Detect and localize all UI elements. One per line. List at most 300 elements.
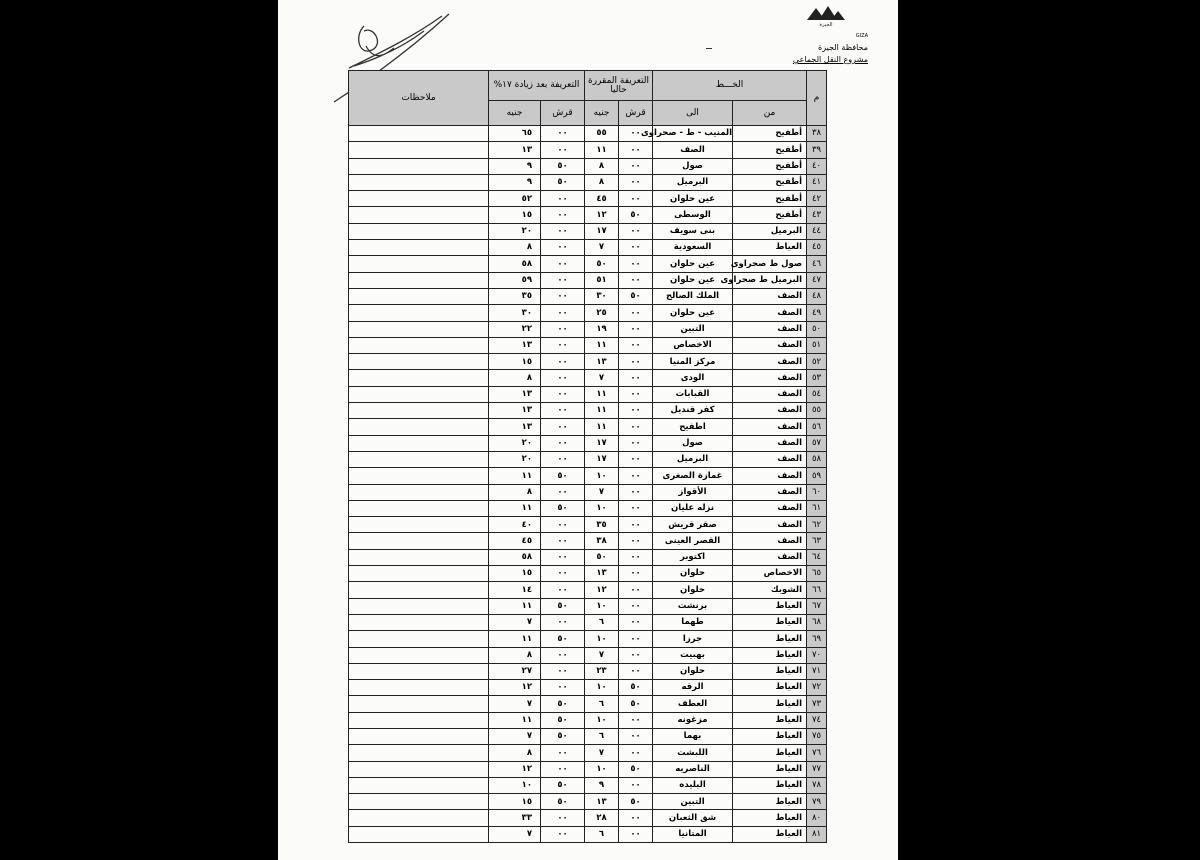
new-piaster-cell: ٠٠ — [541, 435, 585, 451]
from-cell: الصف — [733, 533, 807, 549]
current-piaster-cell: ٠٠ — [619, 728, 653, 744]
table-row — [349, 761, 827, 777]
from-cell: العياط — [733, 745, 807, 761]
row-number: ٧٥ — [807, 728, 827, 744]
governorate-logo — [805, 4, 847, 28]
new-piaster-cell: ٠٠ — [541, 142, 585, 158]
current-piaster-cell: ٠٠ — [619, 451, 653, 467]
to-cell: الصف — [653, 142, 733, 158]
from-cell: أطفيح — [733, 207, 807, 223]
notes-cell — [349, 533, 489, 549]
table-row — [349, 451, 827, 467]
svg-text:الجيزة: الجيزة — [819, 22, 833, 28]
current-pound-cell: ٧ — [585, 647, 619, 663]
from-cell: الصف — [733, 517, 807, 533]
new-pound-cell: ٣٣ — [489, 810, 541, 826]
notes-cell — [349, 142, 489, 158]
new-pound-cell: ٥٩ — [489, 272, 541, 288]
to-cell: التبين — [653, 321, 733, 337]
row-number: ٦٩ — [807, 631, 827, 647]
current-piaster-cell: ٠٠ — [619, 614, 653, 630]
new-pound-cell: ٨ — [489, 370, 541, 386]
notes-cell — [349, 745, 489, 761]
to-cell: المنيب - ط - صحراوى — [653, 126, 733, 142]
table-row — [349, 174, 827, 190]
current-pound-cell: ٣٥ — [585, 517, 619, 533]
current-pound-cell: ١٣ — [585, 354, 619, 370]
notes-cell — [349, 451, 489, 467]
to-cell: الأقواز — [653, 484, 733, 500]
row-number: ٨١ — [807, 826, 827, 842]
row-number: ٥٩ — [807, 468, 827, 484]
notes-cell — [349, 403, 489, 419]
new-piaster-cell: ٠٠ — [541, 272, 585, 288]
table-row — [349, 370, 827, 386]
to-cell: عين حلوان — [653, 272, 733, 288]
current-piaster-cell: ٠٠ — [619, 745, 653, 761]
to-cell: برنشت — [653, 598, 733, 614]
row-number: ٦٧ — [807, 598, 827, 614]
current-pound-cell: ١٣ — [585, 794, 619, 810]
current-piaster-cell: ٠٠ — [619, 631, 653, 647]
table-row — [349, 794, 827, 810]
notes-cell — [349, 517, 489, 533]
new-pound-cell: ٢٠ — [489, 223, 541, 239]
notes-cell — [349, 777, 489, 793]
new-piaster-cell: ٥٠ — [541, 794, 585, 810]
table-row — [349, 598, 827, 614]
to-cell: كفر قنديل — [653, 403, 733, 419]
row-number: ٤١ — [807, 174, 827, 190]
notes-cell — [349, 484, 489, 500]
current-piaster-cell: ٠٠ — [619, 468, 653, 484]
notes-cell — [349, 663, 489, 679]
current-piaster-cell: ٠٠ — [619, 826, 653, 842]
to-cell: نزله عليان — [653, 500, 733, 516]
row-number: ٧٧ — [807, 761, 827, 777]
notes-cell — [349, 191, 489, 207]
to-cell: مزغونه — [653, 712, 733, 728]
from-cell: الصف — [733, 321, 807, 337]
row-number: ٧٨ — [807, 777, 827, 793]
from-cell: أطفيح — [733, 158, 807, 174]
new-pound-cell: ٥٨ — [489, 549, 541, 565]
row-number: ٦١ — [807, 500, 827, 516]
to-cell: بهما — [653, 728, 733, 744]
current-piaster-cell: ٠٠ — [619, 256, 653, 272]
to-cell: بهبيت — [653, 647, 733, 663]
row-number: ٤٠ — [807, 158, 827, 174]
table-row — [349, 337, 827, 353]
new-piaster-cell: ٠٠ — [541, 207, 585, 223]
current-pound-cell: ٣٠ — [585, 288, 619, 304]
to-cell: الملك الصالح — [653, 288, 733, 304]
new-piaster-cell: ٠٠ — [541, 321, 585, 337]
row-number: ٥٦ — [807, 419, 827, 435]
table-row — [349, 288, 827, 304]
new-piaster-cell: ٠٠ — [541, 240, 585, 256]
notes-cell — [349, 500, 489, 516]
from-cell: العياط — [733, 728, 807, 744]
new-pound-cell: ٧ — [489, 826, 541, 842]
table-row — [349, 647, 827, 663]
to-cell: غمازة الصغرى — [653, 468, 733, 484]
new-piaster-cell: ٠٠ — [541, 582, 585, 598]
current-pound-cell: ١١ — [585, 403, 619, 419]
to-cell: اكتوبر — [653, 549, 733, 565]
notes-cell — [349, 680, 489, 696]
table-row — [349, 631, 827, 647]
table-row — [349, 533, 827, 549]
table-row — [349, 142, 827, 158]
table-row — [349, 240, 827, 256]
notes-cell — [349, 728, 489, 744]
from-cell: العياط — [733, 826, 807, 842]
notes-cell — [349, 223, 489, 239]
to-cell: السعودية — [653, 240, 733, 256]
current-piaster-cell: ٠٠ — [619, 582, 653, 598]
table-row — [349, 321, 827, 337]
table-row — [349, 354, 827, 370]
table-row — [349, 468, 827, 484]
current-pound-cell: ٣٨ — [585, 533, 619, 549]
current-pound-cell: ٤٥ — [585, 191, 619, 207]
row-number: ٦٤ — [807, 549, 827, 565]
table-row — [349, 696, 827, 712]
current-pound-cell: ٧ — [585, 240, 619, 256]
new-piaster-cell: ٠٠ — [541, 484, 585, 500]
to-cell: حلوان — [653, 566, 733, 582]
table-row — [349, 484, 827, 500]
to-cell: البليده — [653, 777, 733, 793]
row-number: ٦٣ — [807, 533, 827, 549]
from-cell: الصف — [733, 354, 807, 370]
new-pound-cell: ١٠ — [489, 777, 541, 793]
current-piaster-cell: ٠٠ — [619, 647, 653, 663]
notes-cell — [349, 386, 489, 402]
new-piaster-cell: ٠٠ — [541, 403, 585, 419]
table-row — [349, 419, 827, 435]
notes-cell — [349, 566, 489, 582]
project-name: مشروع النقل الجماعي — [792, 55, 868, 64]
notes-cell — [349, 272, 489, 288]
from-cell: العياط — [733, 598, 807, 614]
notes-cell — [349, 712, 489, 728]
table-row — [349, 549, 827, 565]
current-pound-cell: ١٩ — [585, 321, 619, 337]
current-pound-cell: ١٠ — [585, 468, 619, 484]
to-cell: الناصريه — [653, 761, 733, 777]
new-piaster-cell: ٠٠ — [541, 223, 585, 239]
current-piaster-cell: ٠٠ — [619, 272, 653, 288]
current-piaster-cell: ٠٠ — [619, 223, 653, 239]
new-pound-cell: ١١ — [489, 468, 541, 484]
row-number: ٧٠ — [807, 647, 827, 663]
new-pound-cell: ٧ — [489, 728, 541, 744]
current-pound-cell: ٧ — [585, 370, 619, 386]
notes-cell — [349, 598, 489, 614]
to-cell: جرزا — [653, 631, 733, 647]
table-row — [349, 158, 827, 174]
row-number: ٨٠ — [807, 810, 827, 826]
from-cell: الصف — [733, 435, 807, 451]
row-number: ٤٧ — [807, 272, 827, 288]
notes-cell — [349, 614, 489, 630]
new-piaster-cell: ٠٠ — [541, 370, 585, 386]
to-cell: عين حلوان — [653, 256, 733, 272]
notes-cell — [349, 582, 489, 598]
from-cell: الاخصاص — [733, 566, 807, 582]
current-piaster-cell: ٠٠ — [619, 712, 653, 728]
current-piaster-cell: ٠٠ — [619, 598, 653, 614]
from-cell: العياط — [733, 614, 807, 630]
row-number: ٧٤ — [807, 712, 827, 728]
new-pound-cell: ١٣ — [489, 386, 541, 402]
to-cell: حلوان — [653, 582, 733, 598]
new-piaster-cell: ٠٠ — [541, 288, 585, 304]
current-pound-cell: ٥١ — [585, 272, 619, 288]
row-number: ٥٨ — [807, 451, 827, 467]
table-row — [349, 582, 827, 598]
new-piaster-cell: ٥٠ — [541, 696, 585, 712]
row-number: ٧٦ — [807, 745, 827, 761]
from-cell: الصف — [733, 337, 807, 353]
from-cell: البرميل ط صحراوى — [733, 272, 807, 288]
new-piaster-cell: ٥٠ — [541, 598, 585, 614]
current-piaster-cell: ٠٠ — [619, 517, 653, 533]
new-pound-cell: ٢٢ — [489, 321, 541, 337]
current-pound-cell: ١٧ — [585, 223, 619, 239]
new-piaster-cell: ٥٠ — [541, 500, 585, 516]
header-to: الى — [653, 101, 733, 126]
table-row — [349, 500, 827, 516]
current-piaster-cell: ٠٠ — [619, 305, 653, 321]
new-piaster-cell: ٠٠ — [541, 810, 585, 826]
table-row — [349, 223, 827, 239]
to-cell: بنى سويف — [653, 223, 733, 239]
current-pound-cell: ٦ — [585, 826, 619, 842]
new-piaster-cell: ٠٠ — [541, 533, 585, 549]
row-number: ٦٠ — [807, 484, 827, 500]
new-pound-cell: ١١ — [489, 712, 541, 728]
new-piaster-cell: ٠٠ — [541, 761, 585, 777]
fare-table — [348, 70, 827, 843]
row-number: ٦٨ — [807, 614, 827, 630]
new-pound-cell: ٨ — [489, 240, 541, 256]
to-cell: اطفيح — [653, 419, 733, 435]
table-row — [349, 810, 827, 826]
current-pound-cell: ١٠ — [585, 631, 619, 647]
new-piaster-cell: ٠٠ — [541, 337, 585, 353]
from-cell: الصف — [733, 403, 807, 419]
row-number: ٤٨ — [807, 288, 827, 304]
new-piaster-cell: ٥٠ — [541, 631, 585, 647]
from-cell: العياط — [733, 810, 807, 826]
current-pound-cell: ٦ — [585, 696, 619, 712]
current-pound-cell: ١٢ — [585, 582, 619, 598]
from-cell: الصف — [733, 468, 807, 484]
new-pound-cell: ٧ — [489, 614, 541, 630]
table-row — [349, 663, 827, 679]
notes-cell — [349, 207, 489, 223]
current-piaster-cell: ٥٠ — [619, 696, 653, 712]
current-piaster-cell: ٠٠ — [619, 142, 653, 158]
header-new-piaster: قرش — [541, 101, 585, 126]
current-pound-cell: ١١ — [585, 386, 619, 402]
current-pound-cell: ٨ — [585, 174, 619, 190]
current-piaster-cell: ٠٠ — [619, 777, 653, 793]
new-piaster-cell: ٠٠ — [541, 826, 585, 842]
current-pound-cell: ١٠ — [585, 761, 619, 777]
table-row — [349, 256, 827, 272]
current-piaster-cell: ٠٠ — [619, 126, 653, 142]
to-cell: طهما — [653, 614, 733, 630]
header-new-fare: التعريفة بعد زيادة ١٧% — [489, 71, 585, 101]
from-cell: العياط — [733, 680, 807, 696]
current-piaster-cell: ٠٠ — [619, 549, 653, 565]
from-cell: الصف — [733, 288, 807, 304]
from-cell: العياط — [733, 631, 807, 647]
from-cell: العياط — [733, 777, 807, 793]
new-piaster-cell: ٠٠ — [541, 256, 585, 272]
row-number: ٥١ — [807, 337, 827, 353]
new-piaster-cell: ٠٠ — [541, 745, 585, 761]
current-pound-cell: ٦ — [585, 728, 619, 744]
new-piaster-cell: ٠٠ — [541, 549, 585, 565]
to-cell: الاخصاص — [653, 337, 733, 353]
notes-cell — [349, 126, 489, 142]
current-piaster-cell: ٠٠ — [619, 370, 653, 386]
current-piaster-cell: ٠٠ — [619, 663, 653, 679]
header-notes: ملاحظات — [349, 71, 489, 126]
row-number: ٧٣ — [807, 696, 827, 712]
to-cell: شق الثعبان — [653, 810, 733, 826]
notes-cell — [349, 337, 489, 353]
from-cell: العياط — [733, 663, 807, 679]
notes-cell — [349, 468, 489, 484]
notes-cell — [349, 174, 489, 190]
row-number: ٦٦ — [807, 582, 827, 598]
logo-subtitle: GIZA — [855, 33, 868, 39]
new-pound-cell: ١٥ — [489, 207, 541, 223]
table-row — [349, 126, 827, 142]
from-cell: الصف — [733, 419, 807, 435]
row-number: ٤٩ — [807, 305, 827, 321]
current-piaster-cell: ٠٠ — [619, 321, 653, 337]
document-page — [278, 0, 898, 860]
from-cell: الصف — [733, 386, 807, 402]
table-row — [349, 403, 827, 419]
new-piaster-cell: ٥٠ — [541, 777, 585, 793]
notes-cell — [349, 288, 489, 304]
new-piaster-cell: ٠٠ — [541, 517, 585, 533]
notes-cell — [349, 826, 489, 842]
notes-cell — [349, 419, 489, 435]
current-pound-cell: ٢٣ — [585, 663, 619, 679]
current-pound-cell: ١٢ — [585, 207, 619, 223]
new-pound-cell: ٣٥ — [489, 288, 541, 304]
header-new-pound: جنيه — [489, 101, 541, 126]
notes-cell — [349, 810, 489, 826]
current-piaster-cell: ٠٠ — [619, 484, 653, 500]
from-cell: العياط — [733, 240, 807, 256]
header-m: م — [807, 71, 827, 126]
to-cell: صول — [653, 435, 733, 451]
table-row — [349, 728, 827, 744]
org-header — [793, 30, 868, 66]
current-piaster-cell: ٥٠ — [619, 761, 653, 777]
current-piaster-cell: ٠٠ — [619, 337, 653, 353]
current-pound-cell: ٧ — [585, 745, 619, 761]
table-row — [349, 386, 827, 402]
new-pound-cell: ٢٧ — [489, 663, 541, 679]
from-cell: العياط — [733, 696, 807, 712]
new-piaster-cell: ٠٠ — [541, 647, 585, 663]
current-piaster-cell: ٥٠ — [619, 288, 653, 304]
table-row — [349, 745, 827, 761]
notes-cell — [349, 696, 489, 712]
new-piaster-cell: ٥٠ — [541, 468, 585, 484]
new-pound-cell: ٤٠ — [489, 517, 541, 533]
row-number: ٧١ — [807, 663, 827, 679]
header-current-fare: التعريفة المقررة حاليا — [585, 71, 653, 101]
notes-cell — [349, 158, 489, 174]
notes-cell — [349, 761, 489, 777]
row-number: ٥٧ — [807, 435, 827, 451]
governorate-name: محافظة الجيزة — [818, 43, 868, 52]
current-piaster-cell: ٠٠ — [619, 566, 653, 582]
table-row — [349, 566, 827, 582]
current-piaster-cell: ٠٠ — [619, 174, 653, 190]
notes-cell — [349, 354, 489, 370]
from-cell: أطفيح — [733, 126, 807, 142]
to-cell: عين حلوان — [653, 191, 733, 207]
new-piaster-cell: ٠٠ — [541, 566, 585, 582]
from-cell: الصف — [733, 484, 807, 500]
table-row — [349, 777, 827, 793]
new-pound-cell: ١٥ — [489, 566, 541, 582]
table-row — [349, 191, 827, 207]
row-number: ٥٠ — [807, 321, 827, 337]
to-cell: القصر العينى — [653, 533, 733, 549]
from-cell: العياط — [733, 712, 807, 728]
from-cell: الشوبك — [733, 582, 807, 598]
fare-table-body — [349, 126, 827, 843]
table-row — [349, 826, 827, 842]
current-pound-cell: ٥٠ — [585, 549, 619, 565]
from-cell: أطفيح — [733, 142, 807, 158]
new-piaster-cell: ٠٠ — [541, 126, 585, 142]
to-cell: صول — [653, 158, 733, 174]
to-cell: مركز المنيا — [653, 354, 733, 370]
from-cell: العياط — [733, 794, 807, 810]
current-piaster-cell: ٠٠ — [619, 240, 653, 256]
new-piaster-cell: ٠٠ — [541, 305, 585, 321]
new-piaster-cell: ٥٠ — [541, 158, 585, 174]
to-cell: البرميل — [653, 174, 733, 190]
notes-cell — [349, 549, 489, 565]
current-pound-cell: ١٠ — [585, 712, 619, 728]
row-number: ٤٦ — [807, 256, 827, 272]
to-cell: المتانيا — [653, 826, 733, 842]
new-pound-cell: ١١ — [489, 631, 541, 647]
new-piaster-cell: ٠٠ — [541, 386, 585, 402]
new-piaster-cell: ٥٠ — [541, 728, 585, 744]
from-cell: العياط — [733, 647, 807, 663]
new-pound-cell: ٣٠ — [489, 305, 541, 321]
new-pound-cell: ١٢ — [489, 761, 541, 777]
new-pound-cell: ٢٠ — [489, 435, 541, 451]
